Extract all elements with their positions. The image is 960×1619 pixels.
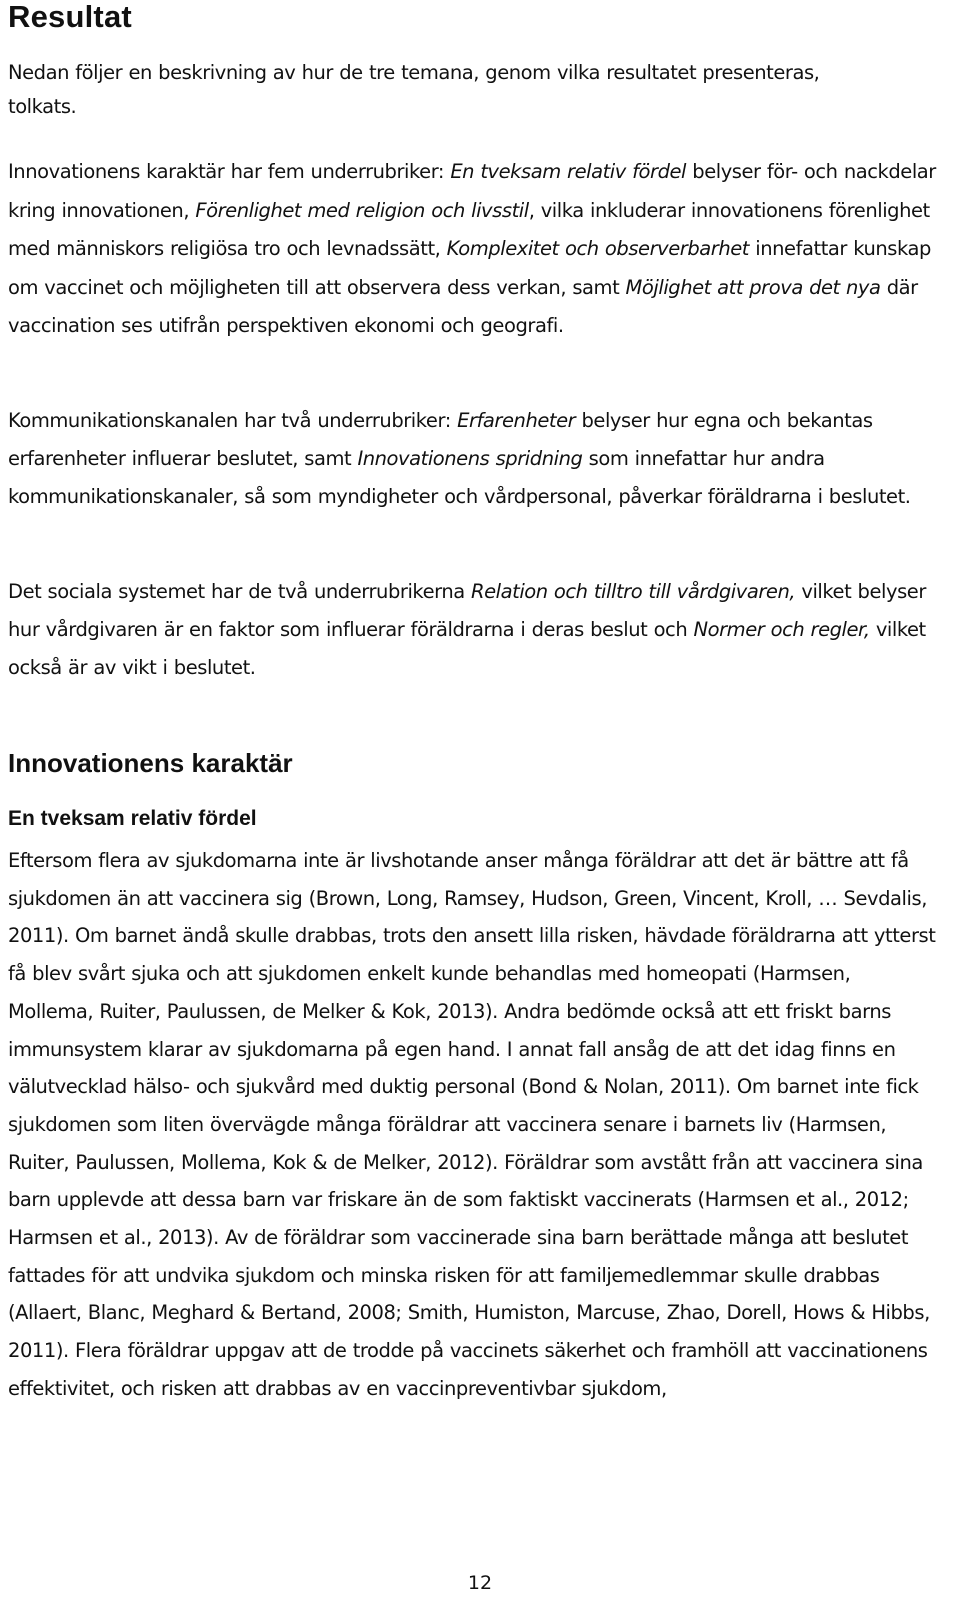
text-run: vilket också är av vikt i beslutet.	[8, 618, 926, 679]
italic-term: Normer och regler,	[693, 618, 870, 641]
section-heading: Innovationens karaktär	[8, 748, 293, 778]
italic-term: Förenlighet med religion och livsstil	[195, 198, 529, 222]
social-system-summary-paragraph	[8, 573, 938, 687]
text-run: vilket belyser hur vårdgivaren är en faktor som influerar föräldrarna i deras beslut och	[8, 580, 926, 641]
subsection-heading: En tveksam relativ fördel	[8, 807, 257, 830]
page-number: 12	[467, 1572, 493, 1594]
text-run: Det sociala systemet har de två underrubrikerna	[8, 580, 472, 603]
intro-paragraph: Nedan följer en beskrivning av hur de tre temana, genom vilka resultatet presenteras, tolkats.	[8, 61, 820, 118]
page-title: Resultat	[8, 0, 132, 34]
text-run: Innovationens karaktär har fem underrubriker:	[8, 160, 451, 183]
communication-summary-paragraph	[8, 402, 938, 516]
italic-term: En tveksam relativ fördel	[450, 160, 687, 183]
italic-term: Erfarenheter	[457, 409, 576, 432]
innovation-summary-paragraph	[8, 153, 938, 346]
text-run: där vaccination ses utifrån perspektiven ekonomi och geografi.	[8, 275, 918, 337]
body-paragraph: Eftersom flera av sjukdomarna inte är livshotande anser många föräldrar att det är bättre att få sjukdomen än att vaccinera sig (Brown, Long, Ramsey, Hudson, Green, Vincent, Kroll, … Sevdalis, 2011). Om barnet ändå skulle drabbas, trots den ansett lilla risken, hävdade föräldrarna att ytterst få blev svårt sjuka och att sjukdomen enkelt kunde behandlas med homeopati (Harmsen, Mollema, Ruiter, Paulussen, de Melker & Kok, 2013). Andra bedömde också att ett friskt barns immunsystem klarar av sjukdomarna på egen hand. I annat fall ansåg de att det idag finns en välutvecklad hälso- och sjukvård med duktig personal (Bond & Nolan, 2011). Om barnet inte fick sjukdomen som liten övervägde många föräldrar att vaccinera senare i barnets liv (Harmsen, Ruiter, Paulussen, Mollema, Kok & de Melker, 2012). Föräldrar som avstått från att vaccinera sina barn upplevde att dessa barn var friskare än de som faktiskt vaccinerats (Harmsen et al., 2012; Harmsen et al., 2013). Av de föräldrar som vaccinerade sina barn berättade många att beslutet fattades för att undvika sjukdom och minska risken för att familjemedlemmar skulle drabbas (Allaert, Blanc, Meghard & Bertand, 2008; Smith, Humiston, Marcuse, Zhao, Dorell, Hows & Hibbs, 2011). Flera föräldrar uppgav att de trodde på vaccinets säkerhet och framhöll att vaccinationens effektivitet, och risken att drabbas av en vaccinpreventivbar sjukdom,	[8, 849, 936, 1400]
text-run: innefattar kunskap om vaccinet och möjligheten till att observera dess verkan, samt	[8, 237, 931, 299]
text-run: belyser hur egna och bekantas erfarenheter influerar beslutet, samt	[8, 409, 873, 470]
text-run: som innefattar hur andra kommunikationskanaler, så som myndigheter och vårdpersonal, påverkar föräldrarna i beslutet.	[8, 447, 911, 508]
text-run: , vilka inkluderar innovationens förenlighet med människors religiösa tro och levnadssätt,	[8, 198, 930, 260]
italic-term: Möjlighet att prova det nya	[625, 275, 881, 299]
italic-term: Relation och tilltro till vårdgivaren,	[471, 580, 796, 603]
italic-term: Komplexitet och observerbarhet	[446, 237, 749, 260]
italic-term: Innovationens spridning	[357, 447, 583, 470]
text-run: belyser för- och nackdelar kring innovationen,	[8, 160, 936, 222]
text-run: Kommunikationskanalen har två underrubriker:	[8, 409, 458, 432]
